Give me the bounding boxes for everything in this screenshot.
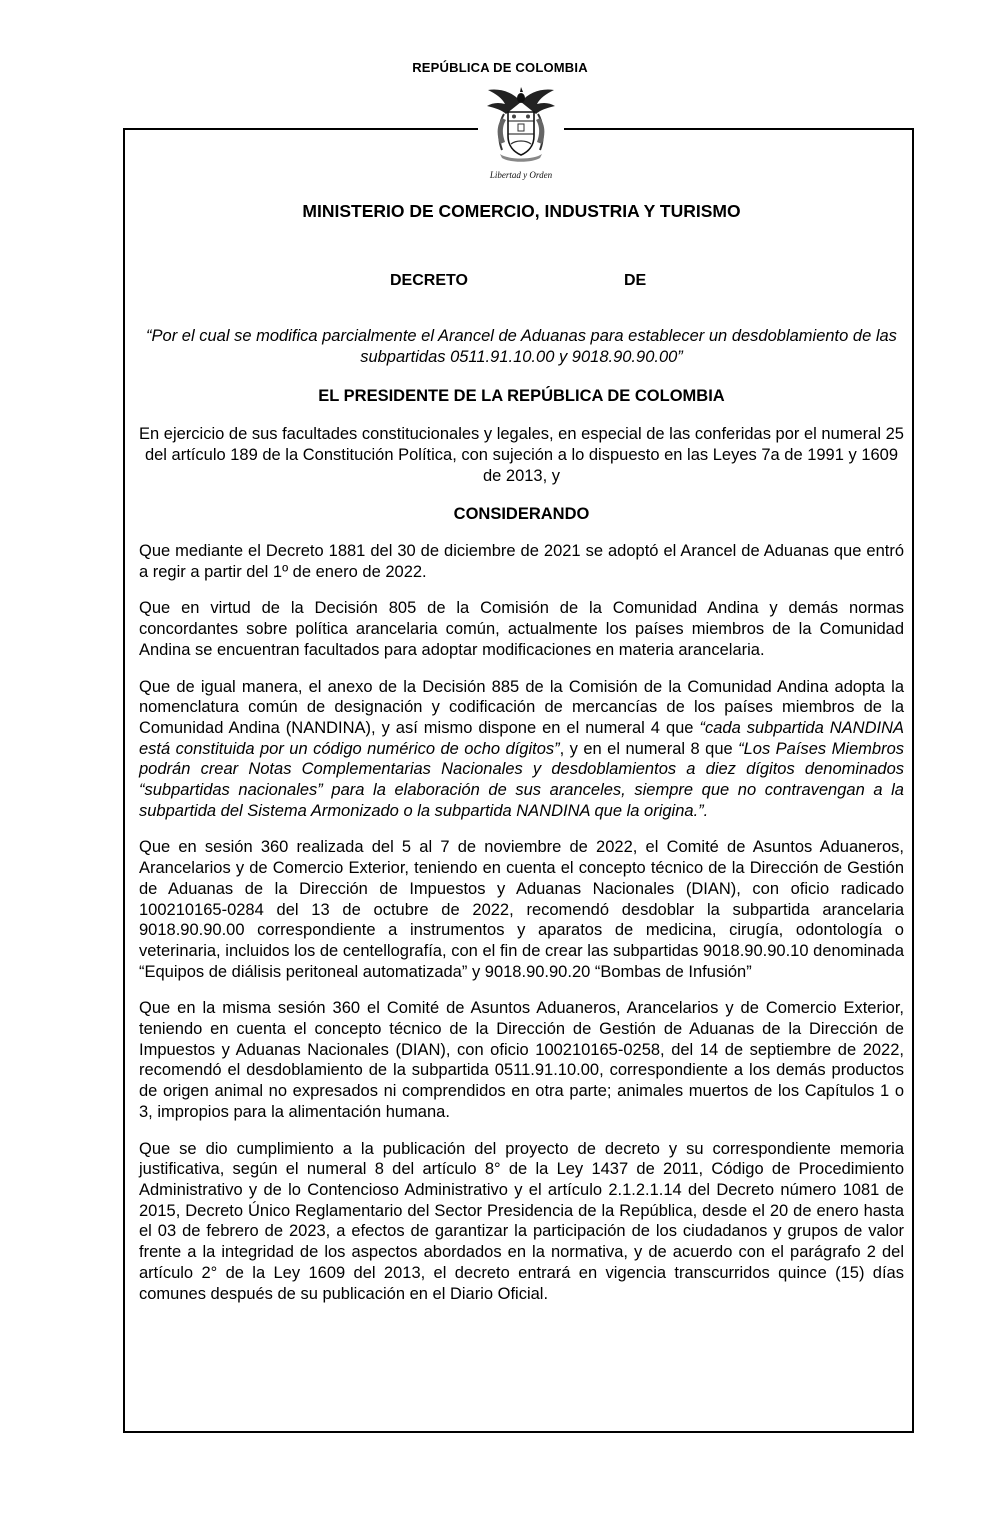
date-label: DE <box>624 272 647 289</box>
decree-label: DECRETO <box>390 272 468 289</box>
paragraph-3-text-a: Que de igual manera, el anexo de la Decisión 885 de la Comisión de la Comunidad Andina adopta la nomenclatura común de designación y codificación de mercancías de los países miembros de la Comunidad Andina (NANDINA), y así mismo dispone en el numeral 4 que <box>139 677 904 737</box>
paragraph-3-quote-2: “Los Países Miembros podrán crear Notas Complementarias Nacionales y desdoblamientos a diez dígitos denominados “subpartidas nacionales” para la elaboración de sus aranceles, siempre que no contravengan a la subpartida del Sistema Armonizado o la subpartida NANDINA que la origina.”. <box>139 739 904 820</box>
paragraph-3 <box>139 677 904 822</box>
decree-subject: “Por el cual se modifica parcialmente el Arancel de Aduanas para establecer un desdoblamiento de las subpartidas 0511.91.10.00 y 9018.90.90.00” <box>146 327 897 366</box>
coat-of-arms-seal <box>478 84 564 184</box>
paragraph-6: Que se dio cumplimiento a la publicación del proyecto de decreto y su correspondiente memoria justificativa, según el numeral 8 del artículo 8° de la Ley 1437 de 2011, Código de Procedimiento Administrativo y de lo Contencioso Administrativo y el artículo 2.1.2.1.14 del Decreto número 1081 de 2015, Decreto Único Reglamentario del Sector Presidencia de la República, desde el 20 de enero hasta el 03 de febrero de 2023, a efectos de garantizar la participación de los ciudadanos y grupos de valor frente a la integridad de los aspectos abordados en la normativa, y de acuerdo con el parágrafo 2 del artículo 2° de la Ley 1609 del 2013, el decreto entrará en vigencia transcurridos quince (15) días comunes después de su publicación en el Diario Oficial. <box>139 1139 904 1303</box>
ministry-title: MINISTERIO DE COMERCIO, INDUSTRIA Y TURISMO <box>302 201 741 221</box>
paragraph-3-text-b: , y en el numeral 8 que <box>559 739 739 758</box>
paragraph-1: Que mediante el Decreto 1881 del 30 de diciembre de 2021 se adoptó el Arancel de Aduanas que entró a regir a partir del 1º de enero de 2022. <box>139 542 904 581</box>
paragraph-5: Que en la misma sesión 360 el Comité de Asuntos Aduaneros, Arancelarios y de Comercio Exterior, teniendo en cuenta el concepto técnico de la Dirección de Gestión de Aduanas de la Dirección de Impuestos y Aduanas Nacionales (DIAN), con oficio 100210165-0258, del 14 de septiembre de 2022, recomendó el desdoblamiento de la subpartida 0511.91.10.00, correspondiente a los demás productos de origen animal no expresados ni comprendidos en otra parte; animales muertos de los Capítulos 1 o 3, impropios para la alimentación humana. <box>139 999 904 1121</box>
paragraph-4: Que en sesión 360 realizada del 5 al 7 de noviembre de 2022, el Comité de Asuntos Aduaneros, Arancelarios y de Comercio Exterior, teniendo en cuenta el concepto técnico de la Dirección de Gestión de Aduanas de la Dirección de Impuestos y Aduanas Nacionales (DIAN), con oficio radicado 100210165-0284 del 13 de octubre de 2022, recomendó desdoblar la subpartida arancelaria 9018.90.90.00 correspondiente a instrumentos y aparatos de medicina, cirugía, odontología o veterinaria, incluidos los de centellografía, con el fin de crear las subpartidas 9018.90.90.10 denominada “Equipos de diálisis peritoneal automatizada” y 9018.90.90.20 “Bombas de Infusión” <box>139 838 904 981</box>
republic-heading: REPÚBLICA DE COLOMBIA <box>412 60 588 75</box>
president-heading: EL PRESIDENTE DE LA REPÚBLICA DE COLOMBIA <box>318 387 725 405</box>
paragraph-2: Que en virtud de la Decisión 805 de la Comisión de la Comunidad Andina y demás normas concordantes sobre política arancelaria común, actualmente los países miembros de la Comunidad Andina se encuentran facultados para adoptar modificaciones en materia arancelaria. <box>139 599 904 659</box>
decree-line <box>139 272 904 292</box>
seal-motto: Libertad y Orden <box>489 170 553 180</box>
powers-statement: En ejercicio de sus facultades constitucionales y legales, en especial de las conferidas por el numeral 25 del artículo 189 de la Constitución Política, con sujeción a lo dispuesto en las Leyes 7a de 1991 y 1609 de 2013, y <box>139 425 904 485</box>
paragraph-3-quote-1: “cada subpartida NANDINA está constituida por un código numérico de ocho dígitos” <box>139 718 904 758</box>
document-body <box>139 200 904 1304</box>
considering-heading: CONSIDERANDO <box>453 505 590 523</box>
